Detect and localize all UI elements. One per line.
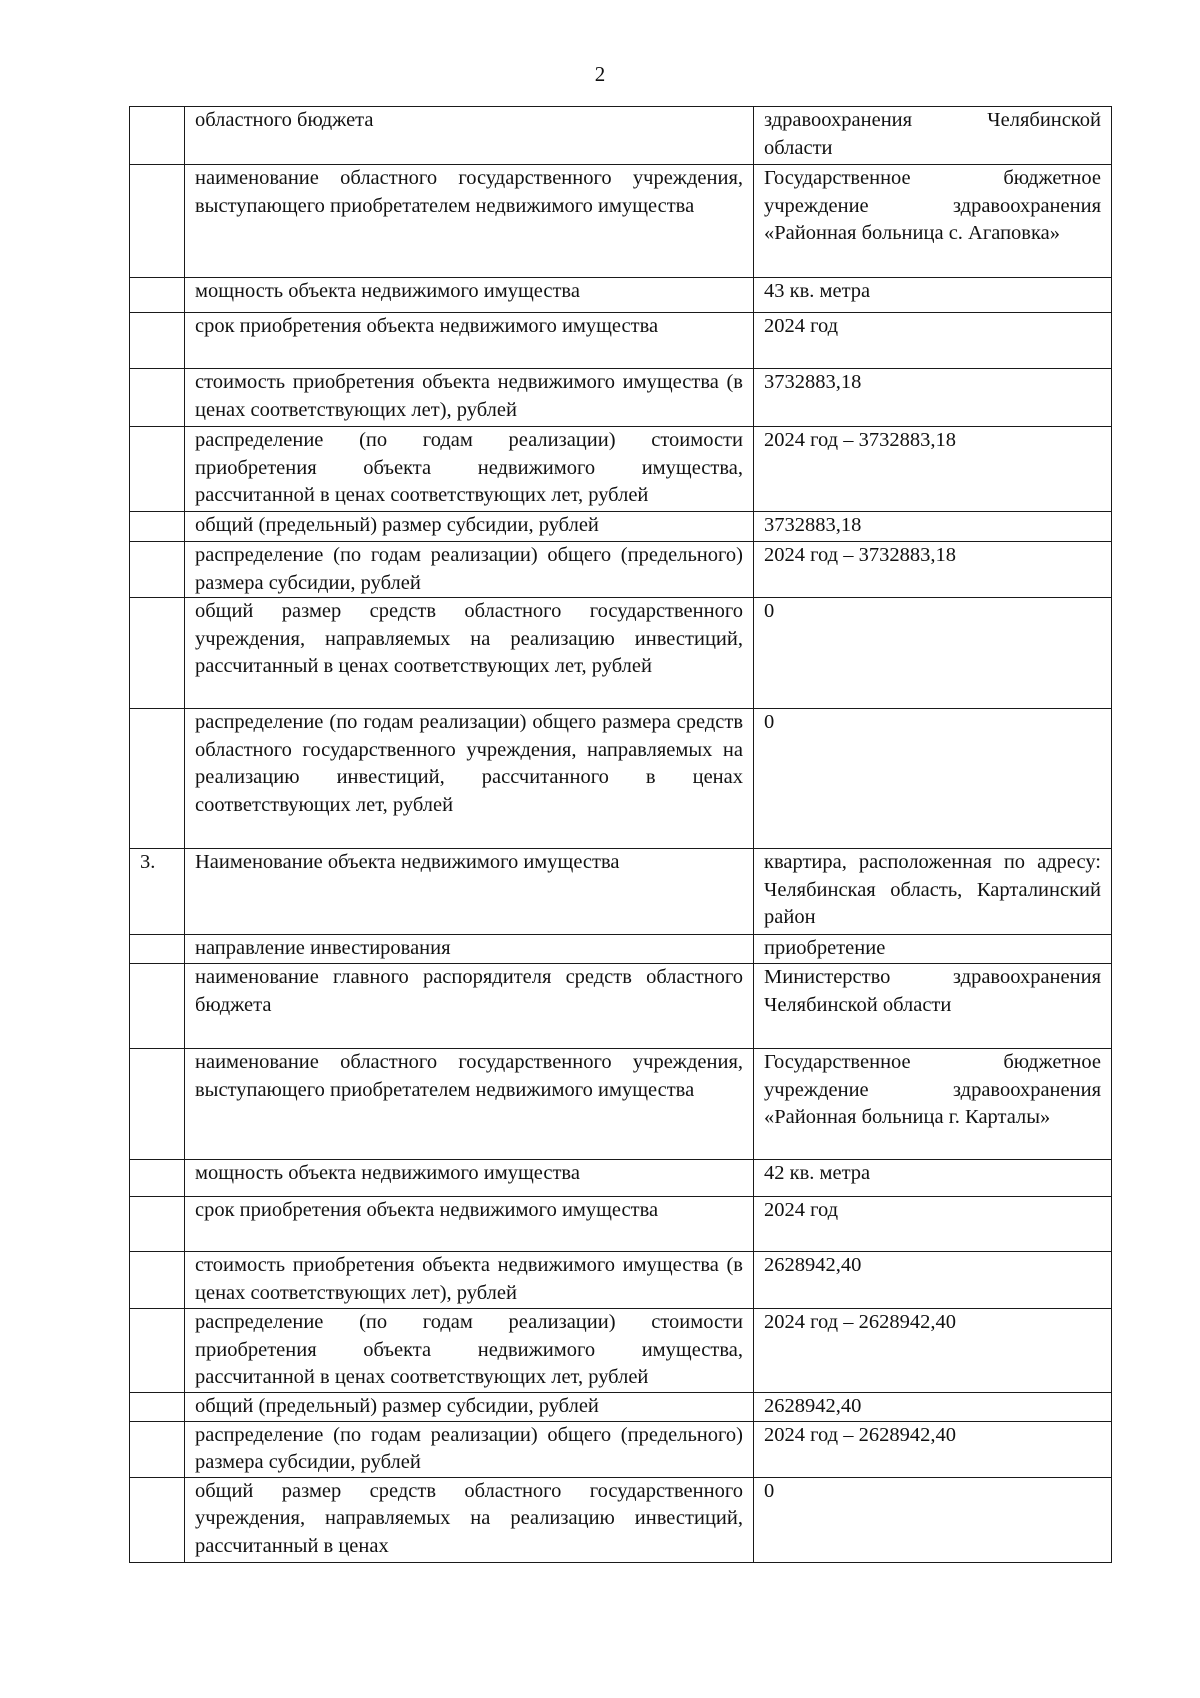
row-label: общий размер средств областного государственного учреждения, направляемых на реализацию инвестиций, рассчитанный в ценах <box>185 1477 754 1562</box>
row-label: распределение (по годам реализации) стоимости приобретения объекта недвижимого имущества, рассчитанной в ценах соответствующих лет, рублей <box>185 1309 754 1393</box>
row-number <box>130 1309 185 1393</box>
row-label: распределение (по годам реализации) общего (предельного) размера субсидии, рублей <box>185 1421 754 1477</box>
table-row <box>130 369 1112 427</box>
row-label: срок приобретения объекта недвижимого имущества <box>185 313 754 369</box>
row-number <box>130 313 185 369</box>
row-label: распределение (по годам реализации) общего размера средств областного государственного учреждения, направляемых на реализацию инвестиций, рассчитанного в ценах соответствующих лет, рублей <box>185 709 754 849</box>
row-label: распределение (по годам реализации) общего (предельного) размера субсидии, рублей <box>185 542 754 598</box>
row-value: 3732883,18 <box>754 369 1112 427</box>
row-value: 2628942,40 <box>754 1392 1112 1421</box>
row-value: 0 <box>754 1477 1112 1562</box>
table-row <box>130 1197 1112 1252</box>
table-row <box>130 313 1112 369</box>
table-row <box>130 1309 1112 1393</box>
row-number <box>130 1392 185 1421</box>
table-row <box>130 1160 1112 1197</box>
row-number <box>130 935 185 964</box>
row-value: 2628942,40 <box>754 1252 1112 1309</box>
row-label: Наименование объекта недвижимого имущества <box>185 849 754 935</box>
row-label: наименование областного государственного учреждения, выступающего приобретателем недвижимого имущества <box>185 1049 754 1160</box>
investment-table <box>129 106 1112 1563</box>
row-label: мощность объекта недвижимого имущества <box>185 1160 754 1197</box>
row-value: 0 <box>754 709 1112 849</box>
table-row <box>130 542 1112 598</box>
row-value: 2024 год – 2628942,40 <box>754 1421 1112 1477</box>
row-value: 0 <box>754 598 1112 709</box>
table-row <box>130 709 1112 849</box>
table-row <box>130 1477 1112 1562</box>
table-row <box>130 107 1112 165</box>
table-row <box>130 1049 1112 1160</box>
row-value: приобретение <box>754 935 1112 964</box>
table-row <box>130 964 1112 1049</box>
row-value: 43 кв. метра <box>754 278 1112 313</box>
row-label: общий (предельный) размер субсидии, рублей <box>185 1392 754 1421</box>
row-number <box>130 1252 185 1309</box>
row-value: Министерство здравоохранения Челябинской области <box>754 964 1112 1049</box>
row-number <box>130 165 185 278</box>
row-number <box>130 1477 185 1562</box>
row-label: стоимость приобретения объекта недвижимого имущества (в ценах соответствующих лет), рублей <box>185 1252 754 1309</box>
table-row <box>130 427 1112 512</box>
table-row <box>130 1252 1112 1309</box>
table-row <box>130 1392 1112 1421</box>
row-number <box>130 1421 185 1477</box>
row-label: областного бюджета <box>185 107 754 165</box>
row-value: 2024 год <box>754 313 1112 369</box>
table-row <box>130 598 1112 709</box>
row-value: 2024 год – 3732883,18 <box>754 427 1112 512</box>
row-value: 2024 год – 3732883,18 <box>754 542 1112 598</box>
row-label: наименование главного распорядителя средств областного бюджета <box>185 964 754 1049</box>
row-value: Государственное бюджетное учреждение здравоохранения «Районная больница г. Карталы» <box>754 1049 1112 1160</box>
row-value: квартира, расположенная по адресу: Челябинская область, Карталинский район <box>754 849 1112 935</box>
table-row <box>130 165 1112 278</box>
table-row <box>130 512 1112 542</box>
row-number <box>130 1197 185 1252</box>
row-number <box>130 278 185 313</box>
row-number <box>130 427 185 512</box>
row-value: здравоохранения Челябинской области <box>754 107 1112 165</box>
table-row <box>130 278 1112 313</box>
row-value: 2024 год – 2628942,40 <box>754 1309 1112 1393</box>
row-value: 42 кв. метра <box>754 1160 1112 1197</box>
row-number <box>130 542 185 598</box>
row-label: направление инвестирования <box>185 935 754 964</box>
row-label: общий (предельный) размер субсидии, рублей <box>185 512 754 542</box>
table-row <box>130 849 1112 935</box>
row-label: мощность объекта недвижимого имущества <box>185 278 754 313</box>
table-row <box>130 1421 1112 1477</box>
row-number <box>130 598 185 709</box>
row-value: 3732883,18 <box>754 512 1112 542</box>
row-label: срок приобретения объекта недвижимого имущества <box>185 1197 754 1252</box>
row-number <box>130 1160 185 1197</box>
row-label: общий размер средств областного государственного учреждения, направляемых на реализацию инвестиций, рассчитанный в ценах соответствующих лет, рублей <box>185 598 754 709</box>
row-number <box>130 369 185 427</box>
row-label: распределение (по годам реализации) стоимости приобретения объекта недвижимого имущества, рассчитанной в ценах соответствующих лет, рублей <box>185 427 754 512</box>
row-value: 2024 год <box>754 1197 1112 1252</box>
row-number <box>130 964 185 1049</box>
row-number <box>130 512 185 542</box>
row-number: 3. <box>130 849 185 935</box>
row-number <box>130 107 185 165</box>
page-number: 2 <box>594 62 606 86</box>
row-value: Государственное бюджетное учреждение здравоохранения «Районная больница с. Агаповка» <box>754 165 1112 278</box>
row-number <box>130 1049 185 1160</box>
row-label: стоимость приобретения объекта недвижимого имущества (в ценах соответствующих лет), рублей <box>185 369 754 427</box>
row-label: наименование областного государственного учреждения, выступающего приобретателем недвижимого имущества <box>185 165 754 278</box>
table-row <box>130 935 1112 964</box>
row-number <box>130 709 185 849</box>
